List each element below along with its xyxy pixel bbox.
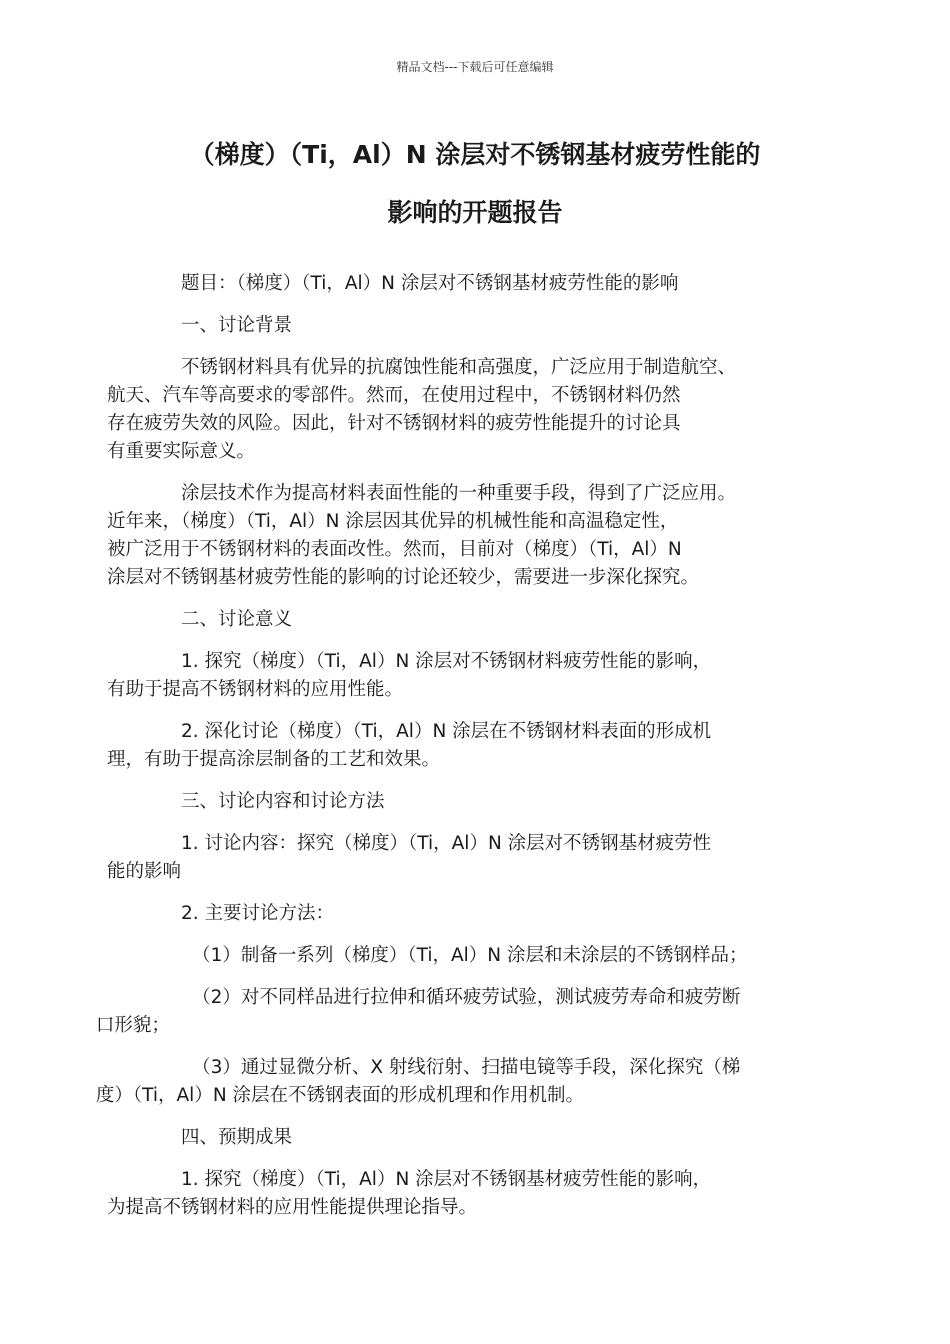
text-line: 有助于提高不锈钢材料的应用性能。 <box>107 679 404 700</box>
text-line: 1. 探究（梯度）（Ti，Al）N 涂层对不锈钢基材疲劳性能的影响， <box>181 1169 712 1190</box>
method-sub-1: （1）制备一系列（梯度）（Ti，Al）N 涂层和未涂层的不锈钢样品； <box>192 945 748 966</box>
text-line: 近年来，（梯度）（Ti，Al）N 涂层因其优异的机械性能和高温稳定性， <box>107 511 679 532</box>
section-heading-background: 一、讨论背景 <box>181 315 293 336</box>
background-paragraph-2 <box>107 480 809 592</box>
text-line: （3）通过显微分析、X 射线衍射、扫描电镜等手段，深化探究（梯 <box>192 1057 741 1078</box>
document-title-line-1: （梯度）（Ti，Al）N 涂层对不锈钢基材疲劳性能的 <box>189 140 761 169</box>
section-heading-content-methods: 三、讨论内容和讨论方法 <box>181 791 385 812</box>
significance-item-2 <box>107 718 809 774</box>
section-heading-expected-results: 四、预期成果 <box>181 1127 293 1148</box>
text-line: 1. 讨论内容：探究（梯度）（Ti，Al）N 涂层对不锈钢基材疲劳性 <box>181 833 712 854</box>
topic-line: 题目：（梯度）（Ti，Al）N 涂层对不锈钢基材疲劳性能的影响 <box>181 273 679 294</box>
content-item-1 <box>107 830 809 886</box>
background-paragraph-1 <box>107 354 809 466</box>
text-line: 涂层对不锈钢基材疲劳性能的影响的讨论还较少，需要进一步深化探究。 <box>107 567 700 588</box>
page-header: 精品文档---下载后可任意编辑 <box>396 60 554 74</box>
text-line: 被广泛用于不锈钢材料的表面改性。然而，目前对（梯度）（Ti，Al）N <box>107 539 682 560</box>
results-item-1 <box>107 1166 809 1222</box>
text-line: （2）对不同样品进行拉伸和循环疲劳试验，测试疲劳寿命和疲劳断 <box>192 987 741 1008</box>
document-body <box>95 270 809 1236</box>
method-sub-2 <box>95 984 809 1040</box>
text-line: 理，有助于提高涂层制备的工艺和效果。 <box>107 749 441 770</box>
method-sub-3 <box>95 1054 809 1110</box>
text-line: 存在疲劳失效的风险。因此，针对不锈钢材料的疲劳性能提升的讨论具 <box>107 413 681 434</box>
content-item-2: 2. 主要讨论方法： <box>181 903 335 924</box>
text-line: 航天、汽车等高要求的零部件。然而，在使用过程中，不锈钢材料仍然 <box>107 385 681 406</box>
text-line: 不锈钢材料具有优异的抗腐蚀性能和高强度，广泛应用于制造航空、 <box>181 357 737 378</box>
text-line: 1. 探究（梯度）（Ti，Al）N 涂层对不锈钢材料疲劳性能的影响， <box>181 651 712 672</box>
document-title-line-2: 影响的开题报告 <box>387 198 563 227</box>
text-line: 为提高不锈钢材料的应用性能提供理论指导。 <box>107 1197 478 1218</box>
text-line: 口形貌； <box>95 1015 170 1036</box>
text-line: 涂层技术作为提高材料表面性能的一种重要手段，得到了广泛应用。 <box>181 483 737 504</box>
section-heading-significance: 二、讨论意义 <box>181 609 293 630</box>
significance-item-1 <box>107 648 809 704</box>
text-line: 度）（Ti，Al）N 涂层在不锈钢表面的形成机理和作用机制。 <box>95 1085 585 1106</box>
text-line: 2. 深化讨论（梯度）（Ti，Al）N 涂层在不锈钢材料表面的形成机 <box>181 721 712 742</box>
text-line: 有重要实际意义。 <box>107 441 256 462</box>
text-line: 能的影响 <box>107 861 182 882</box>
